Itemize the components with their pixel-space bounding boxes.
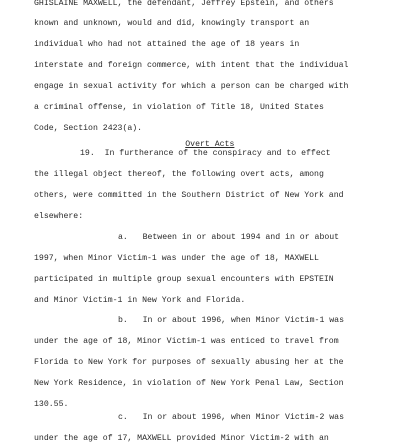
paragraph-b-line: under the age of 18, Minor Victim-1 was enticed to travel from (34, 337, 339, 346)
paragraph-b-line: New York Residence, in violation of New York Penal Law, Section (34, 379, 344, 388)
paragraph-19-line: others, were committed in the Southern District of New York and (34, 191, 344, 200)
paragraph-b-line: Florida to New York for purposes of sexually abusing her at the (34, 358, 344, 367)
body-text-line: engage in sexual activity for which a person can be charged with (34, 82, 349, 91)
body-text-line: known and unknown, would and did, knowingly transport an (34, 19, 310, 28)
paragraph-19-line: elsewhere: (34, 212, 84, 221)
section-heading-text: Overt Acts (185, 140, 235, 149)
section-heading-overt-acts (0, 130, 400, 149)
paragraph-b-line: 130.55. (34, 400, 69, 409)
body-text-line: a criminal offense, in violation of Title 18, United States (34, 103, 324, 112)
paragraph-c-line: under the age of 17, MAXWELL provided Minor Victim-2 with an (34, 434, 329, 443)
body-text-line: interstate and foreign commerce, with intent that the individual (34, 61, 349, 70)
paragraph-a-line: participated in multiple group sexual encounters with EPSTEIN (34, 275, 334, 284)
paragraph-b-line: b. In or about 1996, when Minor Victim-1 was (118, 316, 345, 325)
paragraph-a-line: 1997, when Minor Victim-1 was under the age of 18, MAXWELL (34, 254, 319, 263)
paragraph-a-line: a. Between in or about 1994 and in or about (118, 233, 340, 242)
paragraph-c-line: c. In or about 1996, when Minor Victim-2 was (118, 413, 345, 422)
body-text-line: GHISLAINE MAXWELL, the defendant, Jeffrey Epstein, and others (34, 0, 334, 8)
paragraph-a-line: and Minor Victim-1 in New York and Florida. (34, 296, 246, 305)
paragraph-19-line: the illegal object thereof, the following overt acts, among (34, 170, 324, 179)
paragraph-19-line: 19. In furtherance of the conspiracy and to effect (80, 149, 331, 158)
body-text-line: individual who had not attained the age of 18 years in (34, 40, 300, 49)
body-text-line: Code, Section 2423(a). (34, 124, 143, 133)
